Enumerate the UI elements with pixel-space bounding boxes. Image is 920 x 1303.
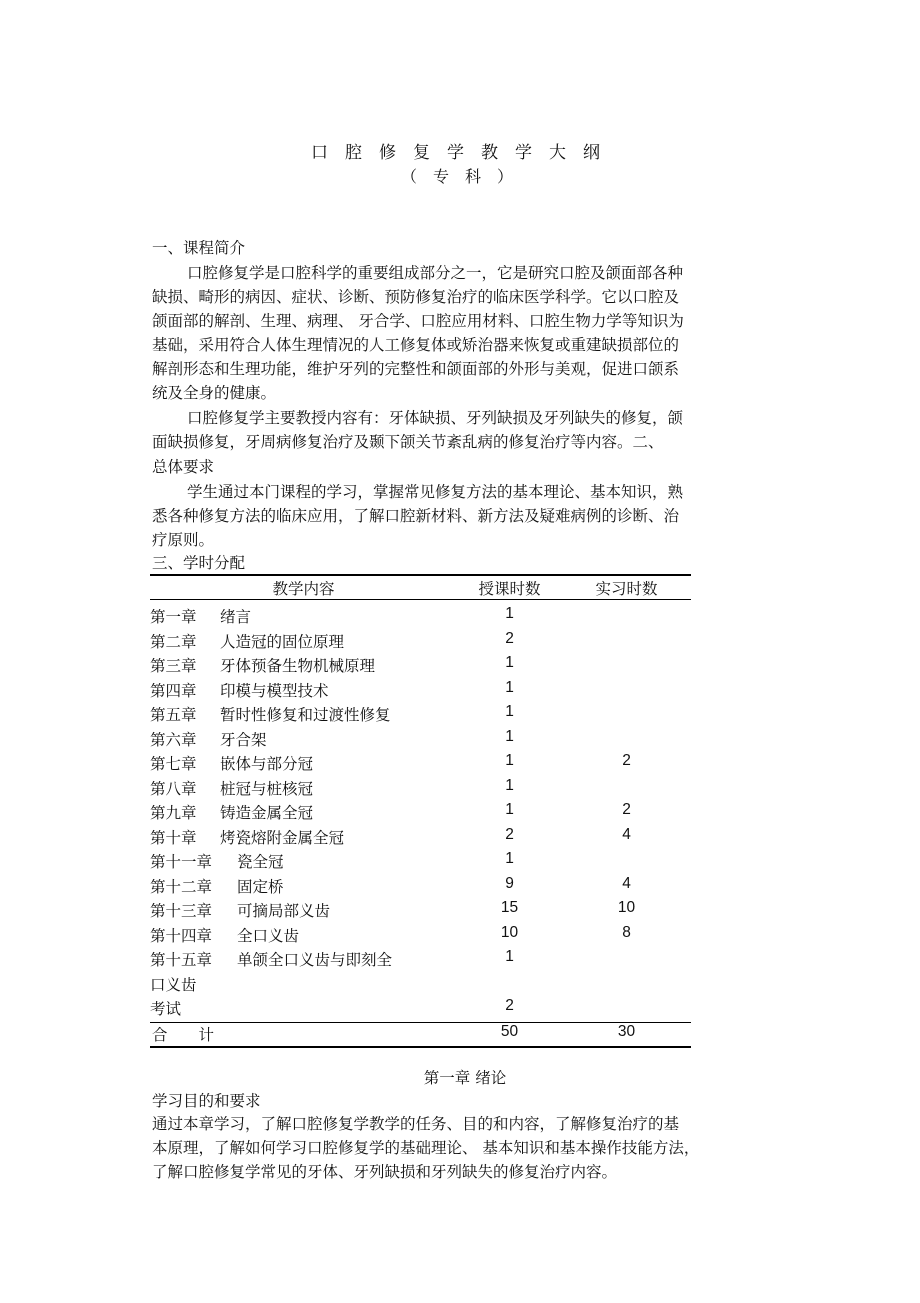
lecture-hours: 1 <box>505 776 514 794</box>
text-line: 缺损、畸形的病因、症状、诊断、预防修复治疗的临床医学科学。它以口腔及 <box>152 288 680 306</box>
chapter-number: 第一章 <box>150 608 197 626</box>
chapter-title: 人造冠的固位原理 <box>220 632 345 651</box>
chapter-title: 暂时性修复和过渡性修复 <box>220 706 391 724</box>
table-row <box>150 752 691 777</box>
lecture-hours: 15 <box>500 899 519 916</box>
chapter-title: 可摘局部义齿 <box>237 902 331 920</box>
practice-hours <box>562 679 691 704</box>
chapter-title: 嵌体与部分冠 <box>220 755 314 773</box>
row-title <box>150 703 457 728</box>
table-header-row <box>150 575 691 600</box>
lecture-hours <box>457 973 562 998</box>
chapter-number: 第五章 <box>150 706 197 724</box>
chapter-title: 烤瓷熔附金属全冠 <box>220 828 345 847</box>
lecture-hours: 2 <box>505 629 514 647</box>
hours-table <box>150 574 691 1048</box>
lecture-hours: 10 <box>500 923 519 941</box>
practice-hours: 2 <box>622 801 631 818</box>
total-practice-hours: 30 <box>562 1022 691 1047</box>
text-line: 本原理，了解如何学习口腔修复学的基础理论、 基本知识和基本操作技能方法， <box>152 1139 700 1157</box>
row-title <box>150 826 457 851</box>
table-row <box>150 899 691 924</box>
chapter-number: 第十章 <box>150 828 197 847</box>
table-row-continuation <box>150 973 691 998</box>
lecture-hours: 1 <box>505 850 514 867</box>
text-line: 口腔修复学是口腔科学的重要组成部分之一，它是研究口腔及颌面部各种 <box>187 264 684 282</box>
table-row <box>150 924 691 949</box>
table-row <box>150 850 691 875</box>
row-title <box>150 752 457 777</box>
text-line: 统及全身的健康。 <box>152 384 277 402</box>
table-row-total <box>150 1022 691 1047</box>
practice-hours <box>562 948 691 973</box>
row-title <box>150 679 457 704</box>
chapter-number: 第七章 <box>150 755 197 773</box>
chapter-title: 瓷全冠 <box>237 853 284 871</box>
chapter-title: 印模与模型技术 <box>220 681 329 700</box>
practice-hours: 4 <box>622 874 631 892</box>
col-header-lecture: 授课时数 <box>457 575 562 600</box>
table-row <box>150 826 691 851</box>
total-label: 合 计 <box>150 1022 457 1047</box>
practice-hours <box>562 600 691 630</box>
exam-label: 考试 <box>150 1000 182 1018</box>
row-title <box>150 948 457 973</box>
chapter-title: 桩冠与桩核冠 <box>220 779 314 798</box>
chapter-number: 第三章 <box>150 657 197 675</box>
practice-hours: 4 <box>622 825 631 843</box>
text-line: 口腔修复学主要教授内容有：牙体缺损、牙列缺损及牙列缺失的修复，颌 <box>187 409 684 427</box>
lecture-hours: 1 <box>505 752 514 769</box>
table-row <box>150 948 691 973</box>
text-line: 解剖形态和生理功能，维护牙列的完整性和颌面部的外形与美观，促进口颌系 <box>152 360 680 378</box>
chapter-number: 第十三章 <box>150 902 213 920</box>
practice-hours: 2 <box>622 752 631 769</box>
row-title <box>150 801 457 826</box>
row-title <box>150 654 457 679</box>
practice-hours: 8 <box>622 923 631 941</box>
text-line: 面缺损修复，牙周病修复治疗及颞下颌关节紊乱病的修复治疗等内容。二、 <box>152 433 664 451</box>
text-line: 学生通过本门课程的学习，掌握常见修复方法的基本理论、基本知识，熟 <box>187 483 684 501</box>
total-lecture-hours: 50 <box>457 1022 562 1047</box>
exam-lecture-hours: 2 <box>505 997 514 1014</box>
chapter-number: 第六章 <box>150 730 197 749</box>
table-row <box>150 801 691 826</box>
chapter-title: 固定桥 <box>237 877 284 896</box>
row-title <box>150 924 457 949</box>
lecture-hours: 1 <box>505 801 514 818</box>
practice-hours <box>562 630 691 655</box>
chapter-number: 第十二章 <box>150 877 213 896</box>
row-title <box>150 777 457 802</box>
practice-hours: 10 <box>617 899 636 916</box>
col-header-practice: 实习时数 <box>562 575 691 600</box>
chapter-title: 单颌全口义齿与即刻全 <box>237 951 393 969</box>
lecture-hours: 1 <box>505 727 514 745</box>
lecture-hours: 1 <box>505 703 514 720</box>
table-row <box>150 679 691 704</box>
practice-hours <box>562 703 691 728</box>
chapter-subheading: 学习目的和要求 <box>152 1092 261 1110</box>
text-line: 通过本章学习，了解口腔修复学教学的任务、目的和内容，了解修复治疗的基 <box>152 1115 680 1133</box>
row-title <box>150 875 457 900</box>
text-line: 颌面部的解剖、生理、病理、 牙合学、口腔应用材料、口腔生物力学等知识为 <box>152 312 684 330</box>
lecture-hours: 1 <box>505 654 514 671</box>
row-title <box>150 728 457 753</box>
chapter-number: 第十五章 <box>150 951 213 969</box>
practice-hours <box>562 777 691 802</box>
chapter-title: 绪言 <box>220 608 252 626</box>
chapter-number: 第八章 <box>150 779 197 798</box>
table-row <box>150 703 691 728</box>
text-line: 基础，采用符合人体生理情况的人工修复体或矫治器来恢复或重建缺损部位的 <box>152 336 680 354</box>
chapter-number: 第二章 <box>150 632 197 651</box>
exam-practice-hours <box>562 997 691 1022</box>
row-title <box>150 899 457 924</box>
chapter-heading: 第一章 绪论 <box>423 1069 507 1087</box>
chapter-number: 第十四章 <box>150 926 213 945</box>
table-row <box>150 654 691 679</box>
chapter-number: 第四章 <box>150 681 197 700</box>
chapter-title: 铸造金属全冠 <box>220 804 314 822</box>
lecture-hours: 9 <box>505 874 514 892</box>
row-title <box>150 600 457 630</box>
chapter-title: 牙合架 <box>220 730 267 749</box>
section-heading-intro: 一、课程简介 <box>152 239 246 257</box>
text-line: 疗原则。 <box>152 531 215 549</box>
chapter-number: 第九章 <box>150 804 197 822</box>
practice-hours <box>562 728 691 753</box>
row-title <box>150 850 457 875</box>
table-row <box>150 600 691 630</box>
table-row <box>150 875 691 900</box>
table-row <box>150 630 691 655</box>
chapter-title: 牙体预备生物机械原理 <box>220 657 376 675</box>
document-subtitle: （专科） <box>400 167 529 186</box>
chapter-number: 第十一章 <box>150 853 213 871</box>
text-line: 了解口腔修复学常见的牙体、牙列缺损和牙列缺失的修复治疗内容。 <box>152 1163 618 1181</box>
lecture-hours: 1 <box>505 605 514 622</box>
col-header-content: 教学内容 <box>150 575 457 600</box>
practice-hours <box>562 850 691 875</box>
lecture-hours: 2 <box>505 825 514 843</box>
chapter-title: 全口义齿 <box>237 926 300 945</box>
text-line: 悉各种修复方法的临床应用，了解口腔新材料、新方法及疑难病例的诊断、治 <box>152 507 680 525</box>
table-row-exam <box>150 997 691 1022</box>
section-heading-hours: 三、学时分配 <box>152 554 246 572</box>
table-row <box>150 777 691 802</box>
table-row <box>150 728 691 753</box>
practice-hours <box>562 654 691 679</box>
lecture-hours: 1 <box>505 678 514 696</box>
row-title <box>150 630 457 655</box>
lecture-hours: 1 <box>505 948 514 965</box>
section-heading-requirements: 总体要求 <box>152 458 215 476</box>
chapter-title-continuation: 口义齿 <box>150 975 197 994</box>
document-title: 口腔修复学教学大纲 <box>311 143 617 163</box>
practice-hours <box>562 973 691 998</box>
